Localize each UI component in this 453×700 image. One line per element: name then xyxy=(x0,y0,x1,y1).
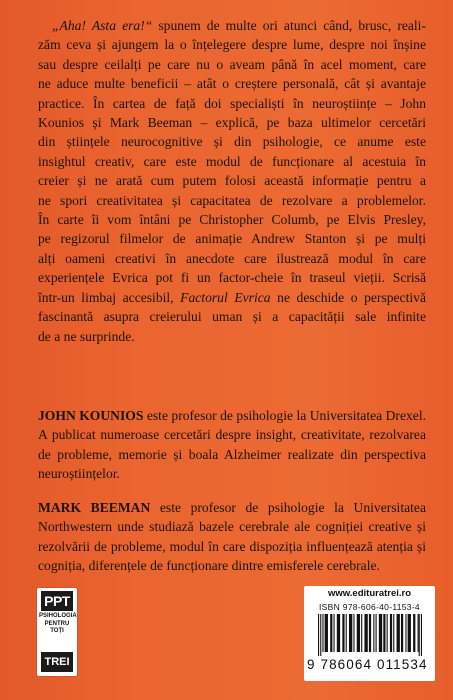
barcode-bar xyxy=(419,614,420,656)
barcode-bar xyxy=(333,614,334,652)
barcode-bar xyxy=(401,614,403,652)
barcode-bar xyxy=(397,614,400,652)
barcode-bar xyxy=(408,614,411,652)
barcode-bar xyxy=(383,614,385,652)
barcode-bar xyxy=(325,614,328,652)
ppt-brand: PPT xyxy=(41,591,73,611)
description-line xyxy=(38,152,426,171)
barcode-bar xyxy=(318,614,319,656)
barcode-bar xyxy=(413,614,415,652)
line-text: creier și ne arată cum putem folosi această informație pentru a xyxy=(38,173,426,189)
description-line xyxy=(38,55,426,74)
description-line xyxy=(38,132,426,151)
barcode-bar xyxy=(405,614,406,652)
barcode-bar xyxy=(369,614,371,652)
description-line xyxy=(38,16,426,35)
description-line xyxy=(38,249,426,268)
author-bio-text: este profesor de psihologie la Universitatea Drexel. A publicat numeroase cercetări despre insight, creativitate, rezolvarea de probleme, memorie și boala Alzheimer realizate din perspectiva neuroștiințelor. xyxy=(38,408,426,482)
line-text: ne deschide o perspectivă xyxy=(270,289,426,305)
description-line xyxy=(38,74,426,93)
barcode-bar xyxy=(353,614,354,652)
quote-text: „Aha! Asta era!“ xyxy=(52,18,153,33)
line-text: într-un limbaj accesibil, xyxy=(38,289,181,305)
ppt-subtitle xyxy=(39,613,75,636)
ppt-subtitle-line: PSIHOLOGIA xyxy=(39,613,77,619)
line-text: ne aduce multe beneficii – atât o creștere personală, cât și avantaje xyxy=(38,76,426,92)
line-text: alți oameni creativi în anecdote care ilustrează modul în care xyxy=(38,250,426,266)
barcode-bar xyxy=(373,614,374,652)
barcode-number: 9 786064 011534 xyxy=(307,657,428,672)
line-text: de a ne surprinde. xyxy=(38,328,135,344)
ppt-subtitle-line: PENTRU xyxy=(44,620,70,627)
line-text: În carte îi vom întâni pe Christopher Columb, pe Elvis Presley, xyxy=(38,212,426,228)
line-text: zăm ceva și ajungem la o înțelegere despre lume, despre noi înșine xyxy=(38,37,426,53)
description-line xyxy=(38,191,426,210)
line-text: insightul creativ, care este modul de funcționare al acestuia în xyxy=(38,153,426,169)
author-bio-kounios xyxy=(38,406,426,484)
barcode-bar xyxy=(337,614,340,652)
description-line xyxy=(38,327,426,346)
line-text: sau despre ceilalți pe care nu o aveam până în acel moment, care xyxy=(38,56,426,72)
line-text: din științele neurocognitive și din psihologie, ce anume este xyxy=(38,134,426,150)
ppt-subtitle-line: TOȚI xyxy=(50,628,64,634)
barcode-bar xyxy=(330,614,332,652)
line-text: ne spori creativitatea și capacitatea de rezolvare a problemelor. xyxy=(38,192,426,208)
description-line xyxy=(38,288,426,307)
line-text: Kounios și Mark Beeman – explică, pe baza ultimelor cercetări xyxy=(38,115,426,131)
publisher-name: TREI xyxy=(41,652,73,672)
description-line xyxy=(38,94,426,113)
publisher-website: www.edituratrei.ro xyxy=(327,588,412,599)
isbn-text: ISBN 978-606-40-1153-4 xyxy=(319,602,420,612)
barcode-bars xyxy=(318,614,422,656)
description-line xyxy=(38,307,426,326)
description-line xyxy=(38,229,426,248)
barcode-bar xyxy=(387,614,388,652)
barcode-bar xyxy=(364,614,367,652)
author-bio-beeman xyxy=(38,498,426,576)
barcode-bar xyxy=(361,614,362,652)
description-line xyxy=(38,210,426,229)
description-line xyxy=(38,171,426,190)
line-text: experiențele Evrica pot fi un factor-cheie în traseul vieții. Scrisă xyxy=(38,270,426,286)
barcode-bar xyxy=(390,614,392,652)
description-line xyxy=(38,35,426,54)
barcode-bar xyxy=(379,614,382,652)
barcode-bar xyxy=(322,614,323,652)
book-description xyxy=(38,16,426,346)
author-name: MARK BEEMAN xyxy=(38,500,151,515)
line-text: spunem de multe ori atunci când, brusc, reali- xyxy=(152,18,426,33)
barcode-bar xyxy=(357,614,360,652)
line-text: practice. În cartea de față doi specialiști în neuroștiințe – John xyxy=(38,95,426,111)
publisher-logo xyxy=(37,588,77,676)
line-text: fascinantă asupra creierului uman și a capacității sale infinite xyxy=(38,309,426,325)
author-bio-text: este profesor de psihologie la Universitatea Northwestern unde studiază bazele cerebrale ale cogniției creative și rezolvării de probleme, modul în care dispoziția influențează atenția și cogniția, diferențele de funcționare dintre emisferele cerebrale. xyxy=(38,500,426,574)
barcode-bar xyxy=(393,614,394,652)
barcode-bar xyxy=(342,614,344,652)
barcode-bar xyxy=(349,614,352,652)
barcode-bar xyxy=(376,614,377,652)
barcode-label xyxy=(304,586,435,681)
line-text: pe regizorul filmelor de animație Andrew Stanton și pe mulți xyxy=(38,231,426,247)
book-title-text: Factorul Evrica xyxy=(180,289,271,305)
barcode-bar xyxy=(346,614,347,652)
barcode-bar xyxy=(421,614,422,656)
barcode-bar xyxy=(418,614,419,652)
description-line xyxy=(38,268,426,287)
author-name: JOHN KOUNIOS xyxy=(38,408,144,423)
barcode-bar xyxy=(320,614,321,656)
description-line xyxy=(38,113,426,132)
